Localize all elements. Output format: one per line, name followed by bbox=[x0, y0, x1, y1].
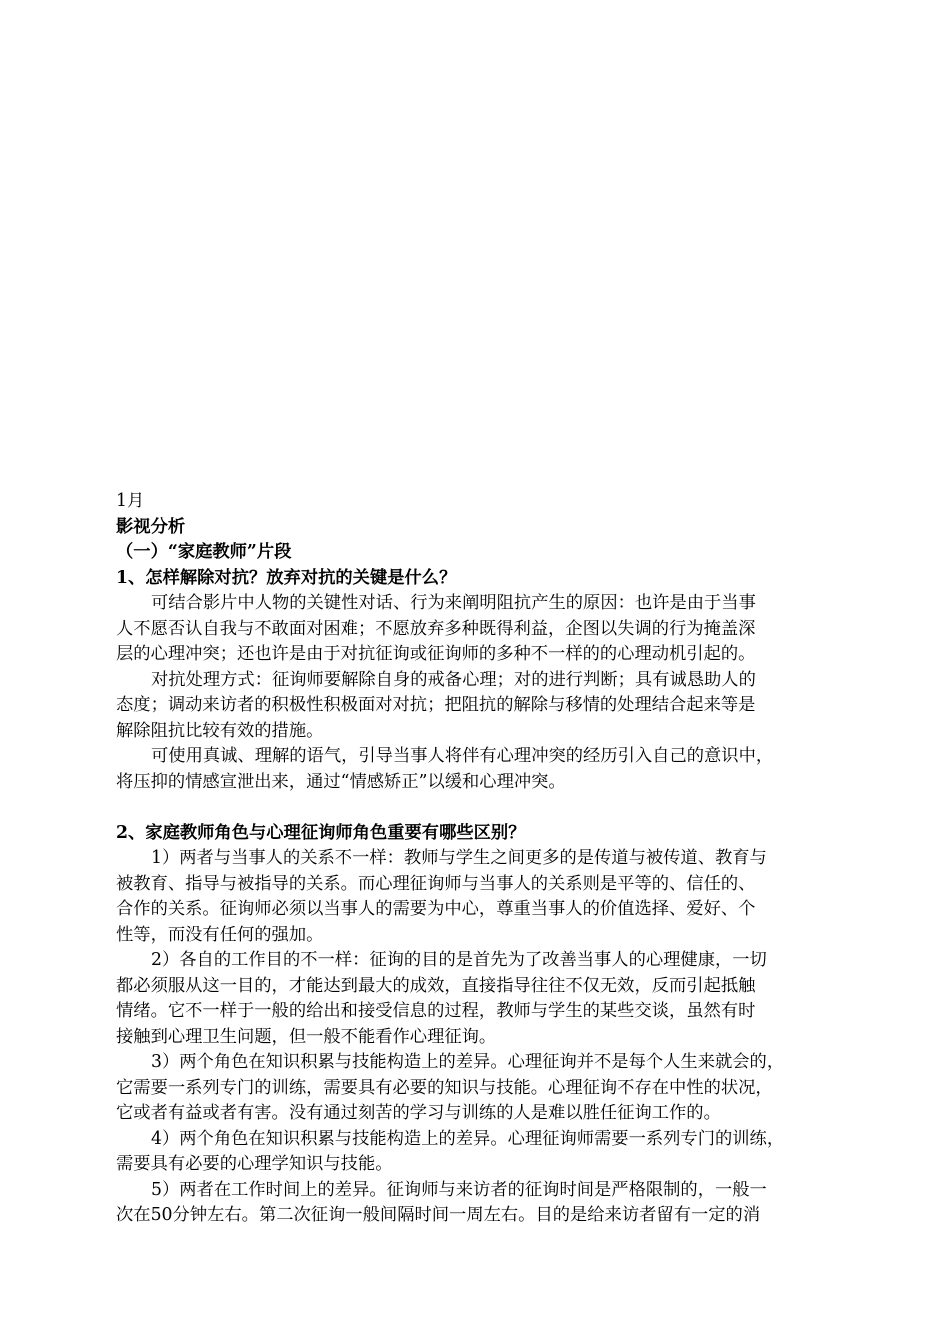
q2-paragraph-2 bbox=[116, 948, 851, 1050]
text-line: 次在50分钟左右。第二次征询一般间隔时间一周左右。目的是给来访者留有一定的消 bbox=[116, 1205, 761, 1225]
section-title: 影视分析 bbox=[116, 516, 186, 537]
q1-paragraph-3 bbox=[116, 744, 851, 795]
q1-paragraph-2 bbox=[116, 668, 851, 745]
q2-paragraph-5 bbox=[116, 1178, 851, 1229]
month-label: 1月 bbox=[116, 491, 145, 511]
text-line: 将压抑的情感宣泄出来，通过“情感矫正”以缓和心理冲突。 bbox=[116, 771, 566, 792]
text-line: 态度；调动来访者的积极性积极面对对抗；把阻抗的解除与移情的处理结合起来等是 bbox=[116, 695, 756, 715]
q2-paragraph-1 bbox=[116, 846, 851, 948]
subsection-title: （一）“家庭教师”片段 bbox=[116, 542, 292, 562]
text-line: 2）各自的工作目的不一样：征询的目的是首先为了改善当事人的心理健康，一切 bbox=[151, 950, 767, 970]
document-page bbox=[116, 489, 851, 1229]
text-line: 合作的关系。征询师必须以当事人的需要为中心，尊重当事人的价值选择、爱好、个 bbox=[116, 899, 756, 919]
text-line: 它需要一系列专门的训练，需要具有必要的知识与技能。心理征询不存在中性的状况， bbox=[116, 1077, 773, 1098]
text-line: 层的心理冲突；还也许是由于对抗征询或征询师的多种不一样的的心理动机引起的。 bbox=[116, 644, 756, 664]
text-line: 3）两个角色在知识积累与技能构造上的差异。心理征询并不是每个人生来就会的， bbox=[151, 1052, 785, 1072]
text-line: 1）两者与当事人的关系不一样：教师与学生之间更多的是传道与被传道、教育与 bbox=[151, 848, 767, 868]
text-line: 性等，而没有任何的强加。 bbox=[116, 924, 324, 945]
text-line: 都必须服从这一目的，才能达到最大的成效，直接指导往往不仅无效，反而引起抵触 bbox=[116, 975, 756, 996]
text-line: 可结合影片中人物的关键性对话、行为来阐明阻抗产生的原因：也许是由于当事 bbox=[151, 593, 756, 613]
text-line: 解除阻抗比较有效的措施。 bbox=[116, 720, 324, 741]
text-line: 人不愿否认自我与不敢面对困难；不愿放弃多种既得利益，企图以失调的行为掩盖深 bbox=[116, 618, 756, 639]
text-line: 它或者有益或者有害。没有通过刻苦的学习与训练的人是难以胜任征询工作的。 bbox=[116, 1103, 721, 1123]
text-line: 5）两者在工作时间上的差异。征询师与来访者的征询时间是严格限制的，一般一 bbox=[151, 1179, 767, 1200]
question-2-title: 2、家庭教师角色与心理征询师角色重要有哪些区别？ bbox=[116, 822, 526, 843]
question-1-title: 1、怎样解除对抗？放弃对抗的关键是什么？ bbox=[116, 567, 457, 588]
text-line: 对抗处理方式：征询师要解除自身的戒备心理；对的进行判断；具有诚恳助人的 bbox=[151, 669, 756, 690]
text-line: 情绪。它不一样于一般的给出和接受信息的过程，教师与学生的某些交谈，虽然有时 bbox=[116, 1001, 756, 1021]
q2-paragraph-3 bbox=[116, 1050, 851, 1127]
text-line: 被教育、指导与被指导的关系。而心理征询师与当事人的关系则是平等的、信任的、 bbox=[116, 873, 756, 894]
q1-paragraph-1 bbox=[116, 591, 851, 668]
q2-paragraph-4 bbox=[116, 1127, 851, 1178]
blank-line bbox=[116, 795, 851, 821]
text-line: 接触到心理卫生问题，但一般不能看作心理征询。 bbox=[116, 1026, 497, 1047]
text-line: 需要具有必要的心理学知识与技能。 bbox=[116, 1154, 393, 1174]
text-line: 可使用真诚、理解的语气，引导当事人将伴有心理冲突的经历引入自己的意识中， bbox=[151, 746, 774, 766]
text-line: 4）两个角色在知识积累与技能构造上的差异。心理征询师需要一系列专门的训练， bbox=[151, 1128, 785, 1149]
